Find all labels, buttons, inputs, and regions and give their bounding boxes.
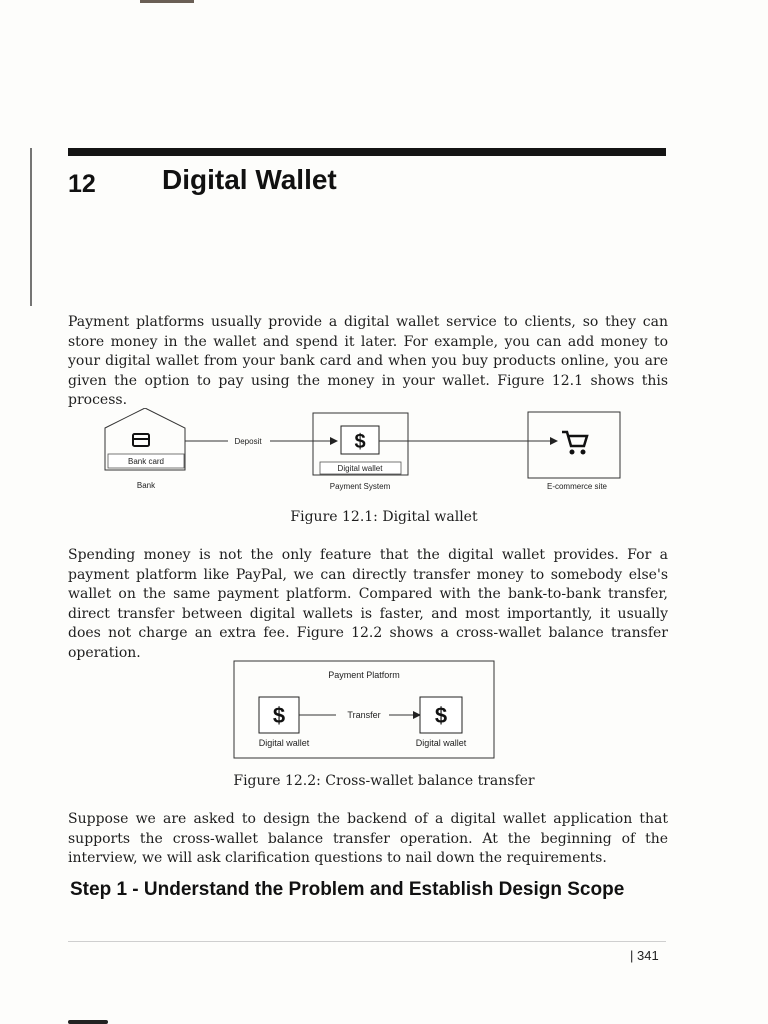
payment-system-label: Payment System: [329, 482, 391, 491]
scan-artifact-top: [140, 0, 194, 3]
scan-artifact-bottom: [68, 1020, 108, 1024]
transfer-label: Transfer: [347, 710, 381, 720]
intro-paragraph: Payment platforms usually provide a digital wallet service to clients, so they can store money in the wallet and spend it later. For example, you can add money to your digital wallet from your bank card and when you buy products online, you are given the option to pay using the money in your wallet. Figure 12.1 shows this process.: [68, 314, 668, 408]
dollar-icon-right: $: [434, 703, 448, 728]
binding-shadow: [30, 148, 32, 306]
bank-label: Bank: [136, 481, 156, 490]
chapter-rule: [68, 148, 666, 156]
footer-rule: [68, 941, 666, 942]
figure-digital-wallet: [100, 408, 630, 498]
chapter-number: 12: [68, 170, 96, 198]
bank-card-label: Bank card: [127, 457, 165, 466]
payment-platform-label: Payment Platform: [328, 670, 400, 680]
deposit-label: Deposit: [234, 437, 262, 446]
step-heading: Step 1 - Understand the Problem and Establish Design Scope: [70, 879, 625, 900]
dollar-icon-left: $: [272, 703, 286, 728]
design-paragraph: Suppose we are asked to design the backend of a digital wallet application that supports the cross-wallet balance transfer operation. At the beginning of the interview, we will ask clarification questions to nail down the requirements.: [68, 811, 668, 866]
chapter-title: Digital Wallet: [162, 164, 337, 195]
page-number: | 341: [630, 948, 659, 963]
digital-wallet-left-label: Digital wallet: [258, 738, 310, 748]
figure-cross-wallet-transfer: [232, 660, 496, 760]
figure-2-caption: Figure 12.2: Cross-wallet balance transfer: [233, 773, 535, 789]
dollar-icon: $: [354, 431, 366, 453]
digital-wallet-right-label: Digital wallet: [415, 738, 467, 748]
digital-wallet-label: Digital wallet: [337, 464, 383, 473]
card-icon: [133, 434, 149, 446]
figure-1-caption: Figure 12.1: Digital wallet: [290, 509, 478, 525]
ecommerce-label: E-commerce site: [546, 482, 608, 491]
cart-icon: [562, 432, 587, 455]
transfer-paragraph: Spending money is not the only feature that the digital wallet provides. For a payment platform like PayPal, we can directly transfer money to somebody else's wallet on the same payment platform. Compared with the bank-to-bank transfer, direct transfer between digital wallets is faster, and most importantly, it usually does not charge an extra fee. Figure 12.2 shows a cross-wallet balance transfer operation.: [68, 547, 668, 661]
